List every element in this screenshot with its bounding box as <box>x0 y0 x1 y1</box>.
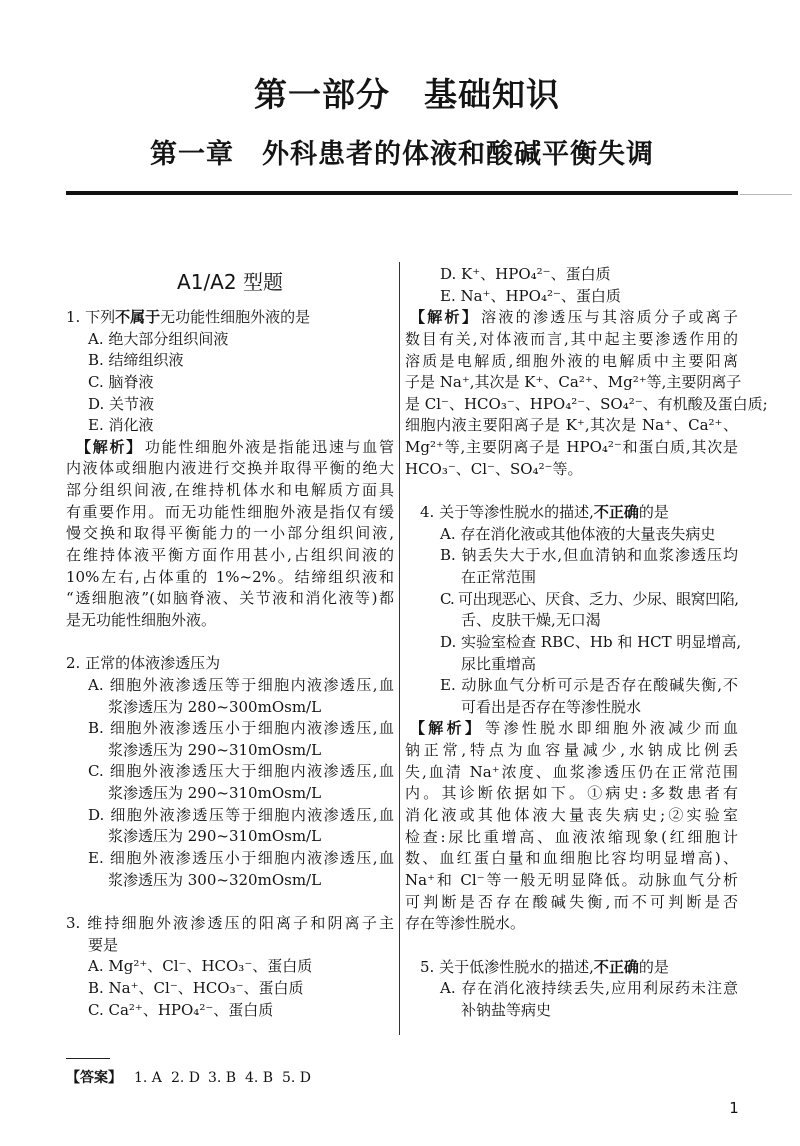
analysis-line: HCO₃⁻、Cl⁻、SO₄²⁻等。 <box>405 459 583 478</box>
analysis-line: 数目有关,对体液而言,其中起主要渗透作用的 <box>405 329 738 348</box>
option-a: A. 绝大部分组织间液 <box>88 329 229 348</box>
option-a-continued: 补钠盐等病史 <box>461 1000 552 1019</box>
stem-text: 的是 <box>638 957 669 976</box>
analysis-text: 等渗性脱水即细胞外液减少而血 <box>485 719 738 738</box>
spacer <box>405 480 738 502</box>
question-stem <box>66 307 394 329</box>
column-divider <box>399 262 400 1035</box>
question-4 <box>405 502 742 935</box>
analysis <box>405 718 738 934</box>
analysis-line <box>405 307 738 329</box>
option-c-continued: 舌、皮肤干燥,无口渴 <box>461 611 601 630</box>
question-3 <box>66 913 394 1021</box>
question-3-continued <box>405 264 768 480</box>
analysis-line: 可判断是否存在酸碱失衡,而不可判断是否 <box>405 892 738 911</box>
option-e: E. 细胞外液渗透压小于细胞内液渗透压,血 <box>88 849 394 868</box>
analysis-line: 消化液或其他体液大量丧失病史;②实验室 <box>405 806 738 825</box>
page-number: 1 <box>729 1099 739 1117</box>
option-b-continued: 在正常范围 <box>461 567 537 586</box>
analysis-line: 数、血红蛋白量和血细胞比容均明显增高)、 <box>405 849 738 868</box>
answer-label: 【答案】 <box>66 1070 122 1086</box>
analysis-line: 存在等渗性脱水。 <box>405 914 526 933</box>
analysis-text: 溶液的渗透压与其溶质分子或离子 <box>481 308 738 327</box>
analysis-line: 在维持体液平衡方面作用甚小,占组织间液的 <box>66 546 394 565</box>
option-c: C. 可出现恶心、厌食、乏力、少尿、眼窝凹陷, <box>440 589 738 608</box>
analysis-line: Mg²⁺等,主要阴离子是 HPO₄²⁻和蛋白质,其次是 <box>405 438 738 457</box>
option-d: D. 实验室检查 RBC、Hb 和 HCT 明显增高, <box>440 632 742 651</box>
question-stem-continued: 要是 <box>88 935 119 954</box>
analysis-line: 内液体或细胞内液进行交换并取得平衡的绝大 <box>66 459 394 478</box>
spacer <box>66 632 394 654</box>
option-d-continued: 尿比重增高 <box>461 654 537 673</box>
answer-key <box>66 1068 319 1088</box>
stem-text: 5. 关于低渗性脱水的描述, <box>420 957 594 976</box>
option-e: E. Na⁺、HPO₄²⁻、蛋白质 <box>440 286 621 305</box>
question-stem: 2. 正常的体液渗透压为 <box>66 654 221 673</box>
option-c: C. 细胞外液渗透压大于细胞内液渗透压,血 <box>88 762 394 781</box>
option-e-continued: 浆渗透压为 300~320mOsm/L <box>108 870 322 889</box>
option-e: E. 消化液 <box>88 416 154 435</box>
analysis-line: 细胞内液主要阳离子是 K⁺,其次是 Na⁺、Ca²⁺、 <box>405 416 738 435</box>
answer-item: 2. D <box>171 1070 201 1086</box>
option-b: B. Na⁺、Cl⁻、HCO₃⁻、蛋白质 <box>88 978 304 997</box>
spacer <box>66 891 394 913</box>
analysis-label: 【解析】 <box>410 308 480 327</box>
option-c: C. Ca²⁺、HPO₄²⁻、蛋白质 <box>88 1000 274 1019</box>
option-a: A. 细胞外液渗透压等于细胞内液渗透压,血 <box>88 675 394 694</box>
answer-item: 5. D <box>282 1070 312 1086</box>
analysis-text: 功能性细胞外液是指能迅速与血管 <box>144 437 394 456</box>
footnote-rule <box>66 1058 110 1059</box>
analysis-line: Na⁺和 Cl⁻等一般无明显降低。动脉血气分析 <box>405 870 738 889</box>
analysis-line: “透细胞液”(如脑脊液、关节液和消化液等)都 <box>66 589 394 608</box>
part-title: 第一部分 基础知识 <box>254 75 560 114</box>
option-a: A. 存在消化液持续丢失,应用利尿药未注意 <box>440 979 738 998</box>
title-rule-extension <box>740 194 792 195</box>
analysis-line <box>405 718 738 740</box>
option-d: D. 细胞外液渗透压等于细胞内液渗透压,血 <box>88 805 394 824</box>
stem-text: 1. 下列 <box>66 308 116 326</box>
option-c-continued: 浆渗透压为 290~310mOsm/L <box>108 784 322 803</box>
stem-text: 无功能性细胞外液的是 <box>160 308 311 326</box>
analysis-line: 检查:尿比重增高、血液浓缩现象(红细胞计 <box>405 827 738 846</box>
question-stem <box>405 957 738 979</box>
analysis-line <box>66 437 394 459</box>
analysis-line: 部分组织间液,在维持机体水和电解质方面具 <box>66 481 394 500</box>
stem-emphasis: 不属于 <box>115 308 161 326</box>
answer-item: 1. A <box>134 1070 162 1086</box>
stem-text: 4. 关于等渗性脱水的描述, <box>420 503 594 522</box>
option-c: C. 脑脊液 <box>88 372 154 391</box>
analysis <box>66 437 394 632</box>
section-heading: A1/A2 型题 <box>177 270 283 294</box>
question-2 <box>66 653 394 891</box>
title-rule <box>66 191 738 195</box>
option-a-continued: 浆渗透压为 280~300mOsm/L <box>108 697 322 716</box>
answer-item: 4. B <box>245 1070 274 1086</box>
option-a: A. Mg²⁺、Cl⁻、HCO₃⁻、蛋白质 <box>88 957 313 976</box>
analysis-line: 内。其诊断依据如下。①病史:多数患者有 <box>405 784 738 803</box>
analysis-label: 【解析】 <box>410 719 484 738</box>
option-b: B. 细胞外液渗透压小于细胞内液渗透压,血 <box>88 719 394 738</box>
question-stem: 3. 维持细胞外液渗透压的阳离子和阴离子主 <box>66 913 394 932</box>
stem-text: 的是 <box>638 503 669 522</box>
analysis-line: 10%左右,占体重的 1%~2%。结缔组织液和 <box>66 567 394 586</box>
option-d-continued: 浆渗透压为 290~310mOsm/L <box>108 827 322 846</box>
right-column <box>405 264 768 1021</box>
analysis-line: 是无功能性细胞外液。 <box>66 610 217 629</box>
chapter-title: 第一章 外科患者的体液和酸碱平衡失调 <box>150 139 654 170</box>
question-1 <box>66 307 394 632</box>
analysis-line: 有重要作用。而无功能性细胞外液是指仅有缓 <box>66 502 394 521</box>
stem-emphasis: 不正确 <box>593 957 639 976</box>
option-b: B. 结缔组织液 <box>88 351 184 370</box>
stem-emphasis: 不正确 <box>593 503 639 522</box>
analysis-line: 钠正常,特点为血容量减少,水钠成比例丢 <box>405 741 738 760</box>
analysis-label: 【解析】 <box>76 437 143 456</box>
question-stem <box>405 502 738 524</box>
analysis-line: 是 Cl⁻、HCO₃⁻、HPO₄²⁻、SO₄²⁻、有机酸及蛋白质; <box>405 394 768 413</box>
left-column <box>66 307 394 1021</box>
option-b: B. 钠丢失大于水,但血清钠和血浆渗透压均 <box>440 546 738 565</box>
question-5 <box>405 957 738 1022</box>
option-d: D. 关节液 <box>88 394 155 413</box>
option-b-continued: 浆渗透压为 290~310mOsm/L <box>108 740 322 759</box>
option-e: E. 动脉血气分析可示是否存在酸碱失衡,不 <box>440 676 738 695</box>
spacer <box>405 935 738 957</box>
analysis-line: 子是 Na⁺,其次是 K⁺、Ca²⁺、Mg²⁺等,主要阴离子 <box>405 373 742 392</box>
option-a: A. 存在消化液或其他体液的大量丧失病史 <box>440 524 716 543</box>
option-d: D. K⁺、HPO₄²⁻、蛋白质 <box>440 265 611 283</box>
analysis-line: 溶质是电解质,细胞外液的电解质中主要阳离 <box>405 351 738 370</box>
option-e-continued: 可看出是否存在等渗性脱水 <box>461 697 642 716</box>
analysis-line: 慢交换和取得平衡能力的一小部分组织间液, <box>66 524 394 543</box>
analysis-line: 失,血清 Na⁺浓度、血浆渗透压仍在正常范围 <box>405 762 738 781</box>
analysis <box>405 307 768 480</box>
answer-item: 3. B <box>208 1070 237 1086</box>
